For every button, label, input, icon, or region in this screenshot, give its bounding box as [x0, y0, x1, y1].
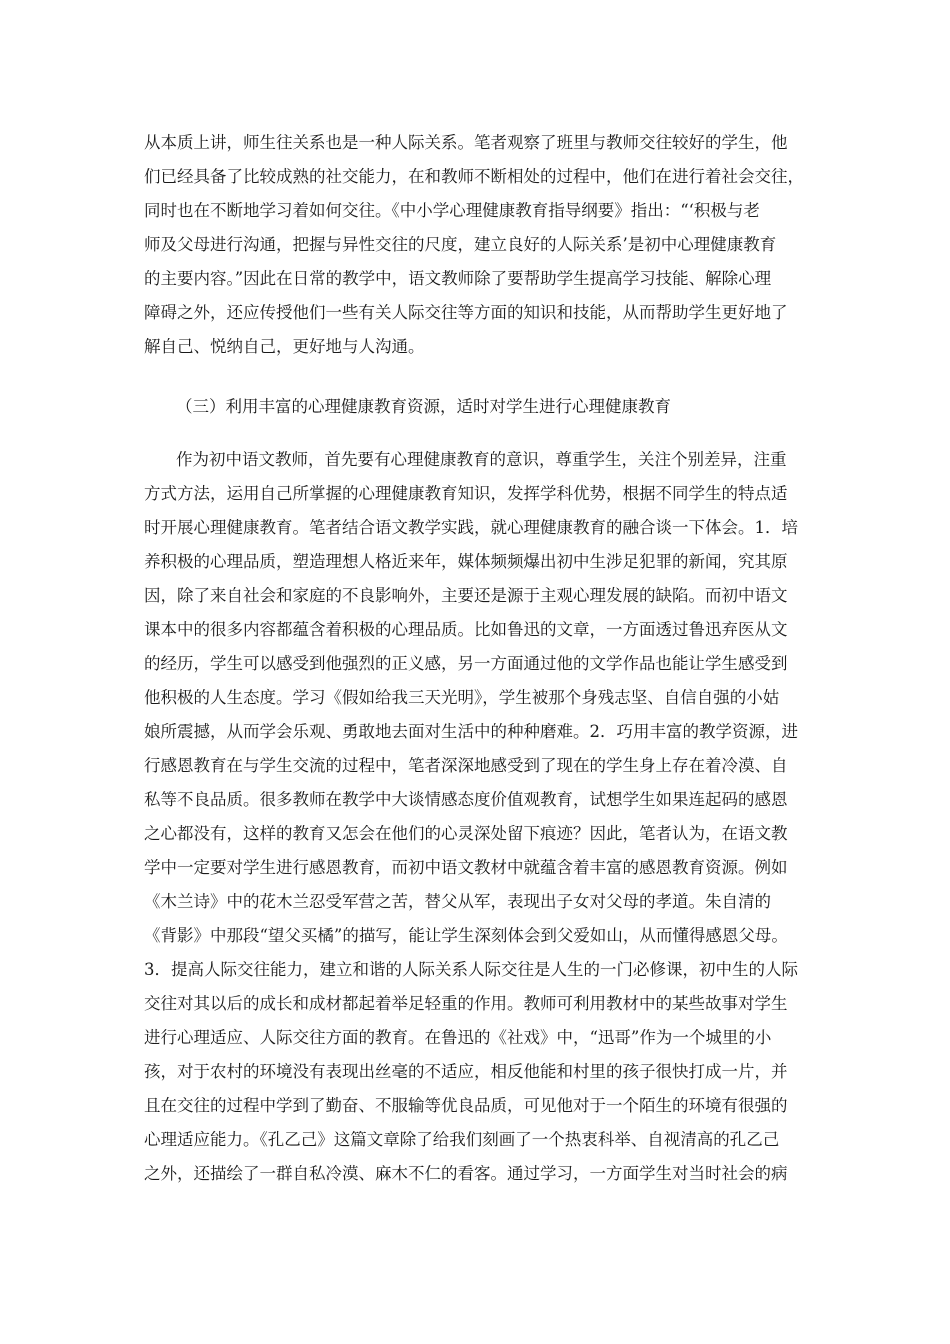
text-line: 的经历，学生可以感受到他强烈的正义感，另一方面通过他的文学作品也能让学生感受到	[144, 654, 788, 673]
text-line: 同时也在不断地学习着如何交往。《中小学心理健康教育指导纲要》指出：“‘积极与老	[144, 201, 760, 220]
text-line: 且在交往的过程中学到了勤奋、不服输等优良品质，可见他对于一个陌生的环境有很强的	[144, 1096, 788, 1115]
text-line: 私等不良品质。很多教师在教学中大谈情感态度价值观教育，试想学生如果连起码的感恩	[144, 790, 788, 809]
text-line: 时开展心理健康教育。笔者结合语文教学实践，就心理健康教育的融合谈一下体会。1．培	[144, 518, 798, 537]
text-line: 孩，对于农村的环境没有表现出丝毫的不适应，相反他能和村里的孩子很快打成一片，并	[144, 1062, 788, 1081]
text-line: 师及父母进行沟通，把握与异性交往的尺度，建立良好的人际关系’是初中心理健康教育	[144, 235, 777, 254]
text-line: 学中一定要对学生进行感恩教育，而初中语文教材中就蕴含着丰富的感恩教育资源。例如	[144, 858, 788, 877]
text-line: 他积极的人生态度。学习《假如给我三天光明》，学生被那个身残志坚、自信自强的小姑	[144, 688, 780, 707]
section-heading: （三）利用丰富的心理健康教育资源，适时对学生进行心理健康教育	[176, 397, 671, 416]
text-line: 解自己、悦纳自己，更好地与人沟通。	[144, 337, 425, 356]
text-line: 交往对其以后的成长和成材都起着举足轻重的作用。教师可利用教材中的某些故事对学生	[144, 994, 788, 1013]
text-line: 《背影》中那段“望父买橘”的描写，能让学生深刻体会到父爱如山，从而懂得感恩父母。	[144, 926, 788, 945]
text-line: 作为初中语文教师，首先要有心理健康教育的意识，尊重学生，关注个别差异，注重	[176, 450, 787, 469]
text-line: 之外，还描绘了一群自私冷漠、麻木不仁的看客。通过学习，一方面学生对当时社会的病	[144, 1164, 788, 1183]
text-line: 方式方法，运用自己所掌握的心理健康教育知识，发挥学科优势，根据不同学生的特点适	[144, 484, 788, 503]
text-line: 的主要内容。”因此在日常的教学中，语文教师除了要帮助学生提高学习技能、解除心理	[144, 269, 772, 288]
text-line: 课本中的很多内容都蕴含着积极的心理品质。比如鲁迅的文章，一方面透过鲁迅弃医从文	[144, 620, 788, 639]
text-line: 之心都没有，这样的教育又怎会在他们的心灵深处留下痕迹？因此，笔者认为，在语文教	[144, 824, 788, 843]
text-line: 《木兰诗》中的花木兰忍受军营之苦，替父从军，表现出子女对父母的孝道。朱自清的	[144, 892, 771, 911]
text-line: 养积极的心理品质，塑造理想人格近来年，媒体频频爆出初中生涉足犯罪的新闻，究其原	[144, 552, 788, 571]
text-line: 心理适应能力。《孔乙己》这篇文章除了给我们刻画了一个热衷科举、自视清高的孔乙己	[144, 1130, 780, 1149]
text-line: 从本质上讲，师生往关系也是一种人际关系。笔者观察了班里与教师交往较好的学生，他	[144, 133, 788, 152]
text-line: 娘所震撼，从而学会乐观、勇敢地去面对生活中的种种磨难。2．巧用丰富的教学资源，进	[144, 722, 798, 741]
text-line: 进行心理适应、人际交往方面的教育。在鲁迅的《社戏》中，“迅哥”作为一个城里的小	[144, 1028, 772, 1047]
text-line: 3．提高人际交往能力，建立和谐的人际关系人际交往是人生的一门必修课，初中生的人际	[144, 960, 798, 979]
text-line: 行感恩教育在与学生交流的过程中，笔者深深地感受到了现在的学生身上存在着冷漠、自	[144, 756, 788, 775]
text-line: 障碍之外，还应传授他们一些有关人际交往等方面的知识和技能，从而帮助学生更好地了	[144, 303, 788, 322]
text-line: 因，除了来自社会和家庭的不良影响外，主要还是源于主观心理发展的缺陷。而初中语文	[144, 586, 788, 605]
text-line: 们已经具备了比较成熟的社交能力，在和教师不断相处的过程中，他们在进行着社会交往，	[144, 167, 804, 186]
